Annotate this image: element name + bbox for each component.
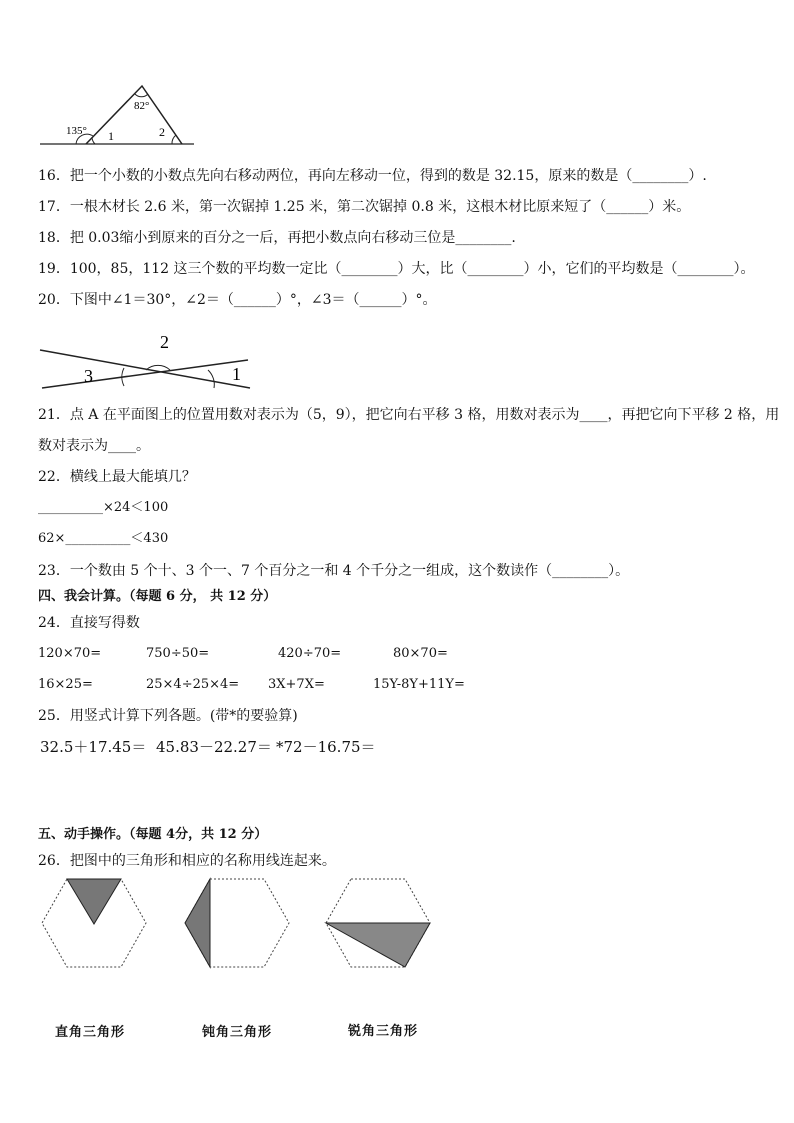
label-obtuse-triangle: 钝角三角形 xyxy=(202,1025,273,1040)
calc-24-8: 15Y-8Y+11Y= xyxy=(373,677,465,692)
question-22-b: 62×__________＜430 xyxy=(38,531,169,546)
question-22-a: __________×24＜100 xyxy=(38,500,169,515)
question-22: 22．横线上最大能填几？ xyxy=(38,469,196,485)
question-21-line1: 21．点 A 在平面图上的位置用数对表示为（5，9），把它向右平移 3 格，用数对表示为____，再把它向下平移 2 格，用 xyxy=(38,407,780,423)
calc-24-6: 25×4÷25×4= xyxy=(146,677,240,692)
question-25: 25．用竖式计算下列各题。(带*的要验算) xyxy=(38,708,298,724)
angle-1-label: 1 xyxy=(232,364,241,384)
question-20: 20．下图中∠1＝30°，∠2＝（______）°，∠3＝（______）°。 xyxy=(38,292,437,308)
triangle-exterior-angle-figure xyxy=(38,82,198,148)
calc-24-4: 80×70= xyxy=(393,646,448,661)
question-19: 19．100，85，112 这三个数的平均数一定比（________）大，比（________）小，它们的平均数是（________）。 xyxy=(38,261,755,277)
angle-3-label: 3 xyxy=(84,366,93,386)
calc-25-2: 45.83－22.27＝ xyxy=(156,738,272,756)
question-18: 18．把 0.03缩小到原来的百分之一后，再把小数点向右移动三位是________. xyxy=(38,230,516,246)
question-23: 23．一个数由 5 个十、3 个一、7 个百分之一和 4 个千分之一组成，这个数读作（________）。 xyxy=(38,563,630,579)
angle-2-label: 2 xyxy=(160,332,169,352)
calc-24-3: 420÷70= xyxy=(278,646,342,661)
question-26: 26．把图中的三角形和相应的名称用线连起来。 xyxy=(38,853,336,869)
angle-1-label: 1 xyxy=(108,129,114,143)
hexagon-figure-1 xyxy=(40,876,148,970)
question-24: 24．直接写得数 xyxy=(38,615,140,631)
angle-2-label: 2 xyxy=(159,125,165,139)
calc-24-2: 750÷50= xyxy=(146,646,210,661)
calc-25-1: 32.5＋17.45＝ xyxy=(40,738,147,756)
crossing-lines-figure xyxy=(36,326,256,394)
question-21-line2: 数对表示为____。 xyxy=(38,438,150,454)
label-acute-triangle: 锐角三角形 xyxy=(348,1024,419,1039)
section-5-heading: 五、动手操作。（每题 4分，共 12 分） xyxy=(38,827,268,842)
question-17: 17．一根木材长 2.6 米，第一次锯掉 1.25 米，第二次锯掉 0.8 米，这根木材比原来短了（______）米。 xyxy=(38,199,691,215)
angle-135-label: 135° xyxy=(66,125,87,137)
question-16: 16．把一个小数的小数点先向右移动两位，再向左移动一位，得到的数是 32.15，原来的数是（________）. xyxy=(38,168,707,184)
calc-25-3: *72－16.75＝ xyxy=(276,738,376,756)
calc-24-7: 3X+7X= xyxy=(268,677,325,692)
hexagon-figure-3 xyxy=(324,876,432,970)
angle-82-label: 82° xyxy=(134,100,150,112)
label-right-triangle: 直角三角形 xyxy=(55,1025,126,1040)
section-4-heading: 四、我会计算。（每题 6 分， 共 12 分） xyxy=(38,589,277,604)
calc-24-5: 16×25= xyxy=(38,677,93,692)
hexagon-figure-2 xyxy=(183,876,291,970)
calc-24-1: 120×70= xyxy=(38,646,102,661)
